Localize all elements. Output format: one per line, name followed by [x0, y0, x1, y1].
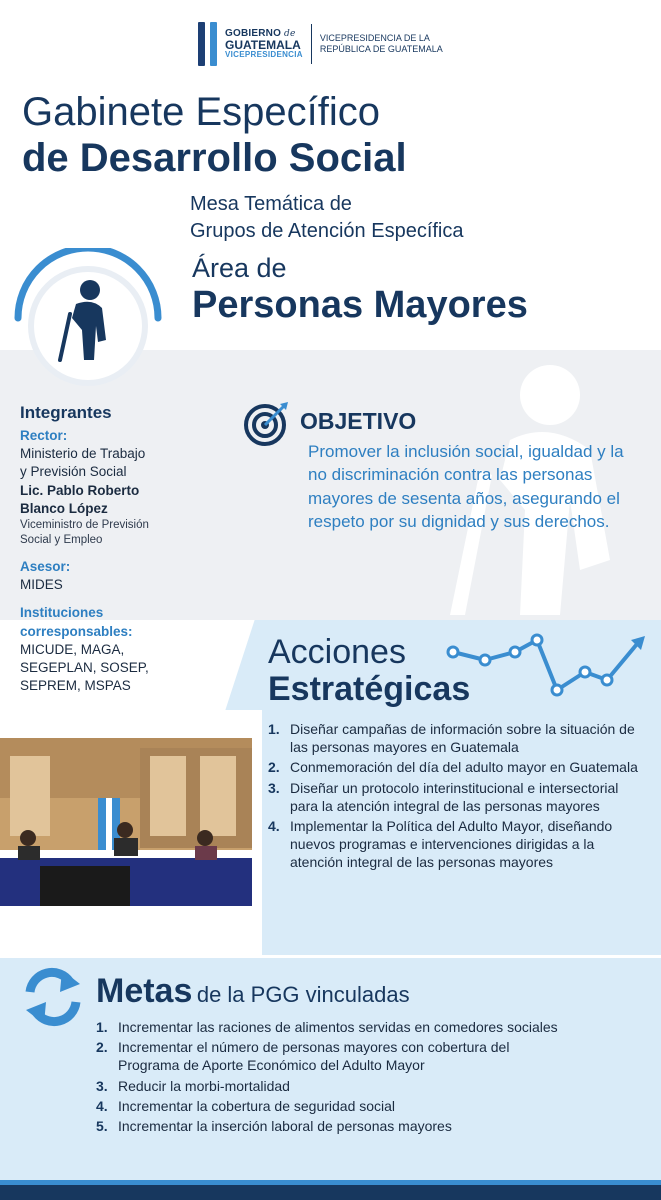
- list-item: 4. Incrementar la cobertura de seguridad social: [96, 1097, 396, 1114]
- logo-de: de: [284, 29, 296, 39]
- mesa-line2: Grupos de Atención Específica: [190, 220, 464, 242]
- rector-name-line1: Lic. Pablo Roberto: [20, 482, 140, 498]
- metas-title-rest: de la PGG vinculadas: [196, 982, 410, 1007]
- logo-divider: [311, 24, 312, 64]
- instituciones-line3: SEPREM, MSPAS: [20, 678, 131, 694]
- instituciones-line1: MICUDE, MAGA,: [20, 641, 125, 657]
- logo-guatemala: GUATEMALA: [225, 38, 301, 52]
- area-title: Personas Mayores: [192, 284, 528, 326]
- asesor-value: MIDES: [20, 577, 63, 593]
- rector-role-line2: Social y Empleo: [20, 533, 103, 546]
- list-item: 2. Incrementar el número de personas mayores con cobertura del Programa de Aporte Económico del Adulto Mayor: [96, 1039, 510, 1074]
- list-item: 1. Incrementar las raciones de alimentos servidas en comedores sociales: [96, 1019, 558, 1035]
- acciones-title-line1: Acciones: [268, 633, 406, 671]
- rector-org-line2: y Previsión Social: [20, 464, 127, 480]
- area-label: Área de: [192, 253, 287, 283]
- integrantes-heading: Integrantes: [20, 403, 112, 422]
- refresh-arrows-icon: [22, 966, 84, 1028]
- list-item: 1. Diseñar campañas de información sobre la situación de las personas mayores en Guatemala: [268, 721, 635, 756]
- list-item: 4. Implementar la Política del Adulto Mayor, diseñando nuevos programas e intervenciones dirigidas a la atención integral de las personas mayores: [268, 817, 613, 871]
- integrantes-section: [20, 402, 210, 695]
- target-icon: [244, 400, 290, 446]
- rector-org-line1: Ministerio de Trabajo: [20, 446, 146, 462]
- instituciones-label-line2: corresponsables:: [20, 623, 133, 639]
- title-line2: de Desarrollo Social: [22, 136, 407, 180]
- rector-label: Rector:: [20, 427, 68, 443]
- list-item: 3. Diseñar un protocolo interinstitucional e intersectorial para la atención integral de las personas mayores: [268, 779, 619, 814]
- bottom-bar: [0, 1180, 661, 1200]
- metas-title-bold: Metas: [96, 972, 193, 1010]
- trend-line-icon: [445, 630, 655, 705]
- logo-right-line1: VICEPRESIDENCIA DE LA: [319, 32, 430, 43]
- meeting-photo: [0, 738, 252, 906]
- logo-vicepresidencia: VICEPRESIDENCIA: [225, 50, 303, 59]
- instituciones-line2: SEGEPLAN, SOSEP,: [20, 660, 149, 675]
- mesa-subtitle: [190, 191, 464, 245]
- title-line1: Gabinete Específico: [22, 90, 380, 134]
- rector-role-line1: Viceministro de Previsión: [20, 519, 149, 532]
- list-item: 3. Reducir la morbi-mortalidad: [96, 1077, 290, 1094]
- objetivo-title: OBJETIVO: [300, 408, 417, 434]
- acciones-title-line2: Estratégicas: [268, 670, 471, 708]
- asesor-label: Asesor:: [20, 558, 71, 574]
- list-item: 5. Incrementar la inserción laboral de personas mayores: [96, 1117, 452, 1134]
- mesa-line1: Mesa Temática de: [190, 193, 352, 215]
- logo-bars-icon: [198, 22, 217, 66]
- logo-gobierno: GOBIERNO: [225, 28, 282, 39]
- rector-name-line2: Blanco López: [20, 500, 108, 516]
- list-item: 2. Conmemoración del día del adulto mayor en Guatemala: [268, 759, 638, 776]
- logo-right-line2: REPÚBLICA DE GUATEMALA: [319, 44, 443, 54]
- metas-title: [96, 972, 410, 1011]
- government-logo: [198, 22, 443, 66]
- metas-list: [96, 1018, 566, 1137]
- objetivo-text: Promover la inclusión social, igualdad y la no discriminación contra las personas mayores de sesenta años, asegurando el respeto por su dignidad y sus derechos.: [308, 442, 624, 532]
- acciones-list: [268, 720, 648, 874]
- instituciones-label-line1: Instituciones: [20, 605, 104, 621]
- elderly-person-icon: [10, 248, 165, 393]
